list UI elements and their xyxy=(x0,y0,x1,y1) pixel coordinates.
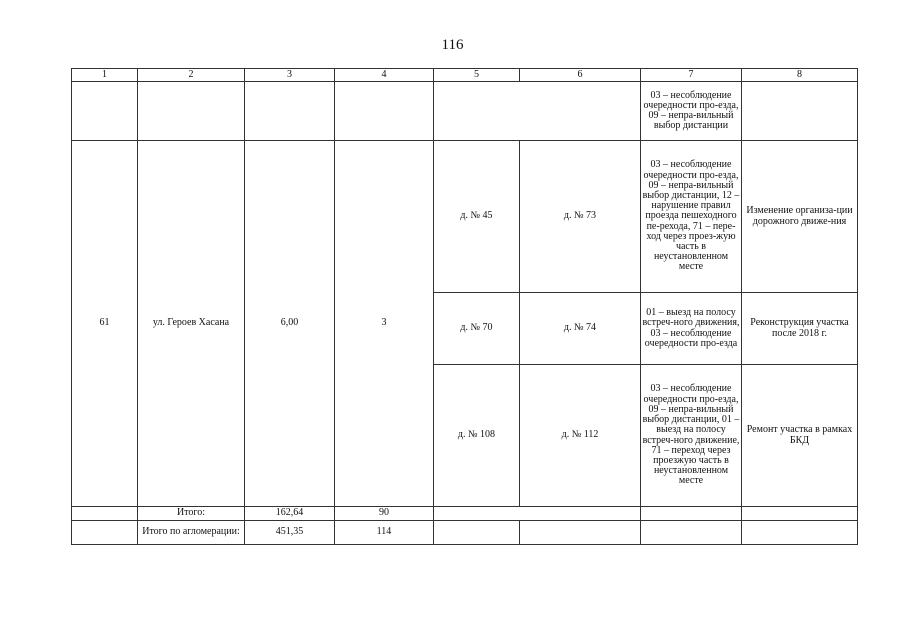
segment-to: д. № 73 xyxy=(520,141,641,293)
violations-cell: 03 – несоблюдение очередности про-езда, 09 – непра-вильный выбор дистанции xyxy=(641,82,742,141)
header-cell: 6 xyxy=(520,69,641,82)
table-row xyxy=(72,141,858,293)
measures-cell: Ремонт участка в рамках БКД xyxy=(742,365,858,507)
total-label: Итого: xyxy=(138,507,245,521)
segment-from: д. № 108 xyxy=(434,365,520,507)
header-row xyxy=(72,69,858,82)
measures-cell: Изменение организа-ции дорожного движе-ния xyxy=(742,141,858,293)
segment-to: д. № 74 xyxy=(520,293,641,365)
total-count: 114 xyxy=(335,521,434,545)
header-cell: 1 xyxy=(72,69,138,82)
violations-cell: 01 – выезд на полосу встреч-ного движения, 03 – несоблюдение очередности про-езда xyxy=(641,293,742,365)
entry-number: 61 xyxy=(72,141,138,507)
violations-cell: 03 – несоблюдение очередности про-езда, 09 – непра-вильный выбор дистанции, 12 – нарушение правил проезда пешеходного пе-рехода, 71 – пере-ход через проез-жую часть в неустановленном месте xyxy=(641,141,742,293)
agglomeration-total-row xyxy=(72,521,858,545)
header-cell: 5 xyxy=(434,69,520,82)
accident-count: 3 xyxy=(335,141,434,507)
total-length: 162,64 xyxy=(245,507,335,521)
street-name: ул. Героев Хасана xyxy=(138,141,245,507)
street-length: 6,00 xyxy=(245,141,335,507)
segment-from: д. № 45 xyxy=(434,141,520,293)
continuation-row xyxy=(72,82,858,141)
header-cell: 7 xyxy=(641,69,742,82)
page-number: 116 xyxy=(441,37,464,53)
measures-cell: Реконструкция участка после 2018 г. xyxy=(742,293,858,365)
violations-cell: 03 – несоблюдение очередности про-езда, 09 – непра-вильный выбор дистанции, 01 – выезд на полосу встреч-ного движение, 71 – переход через проезжую часть в неустановленном месте xyxy=(641,365,742,507)
header-cell: 2 xyxy=(138,69,245,82)
total-count: 90 xyxy=(335,507,434,521)
segment-to: д. № 112 xyxy=(520,365,641,507)
header-cell: 8 xyxy=(742,69,858,82)
total-length: 451,35 xyxy=(245,521,335,545)
accident-sites-table xyxy=(71,68,858,545)
header-cell: 3 xyxy=(245,69,335,82)
total-row xyxy=(72,507,858,521)
segment-from: д. № 70 xyxy=(434,293,520,365)
total-label: Итого по агломерации: xyxy=(138,521,245,545)
header-cell: 4 xyxy=(335,69,434,82)
